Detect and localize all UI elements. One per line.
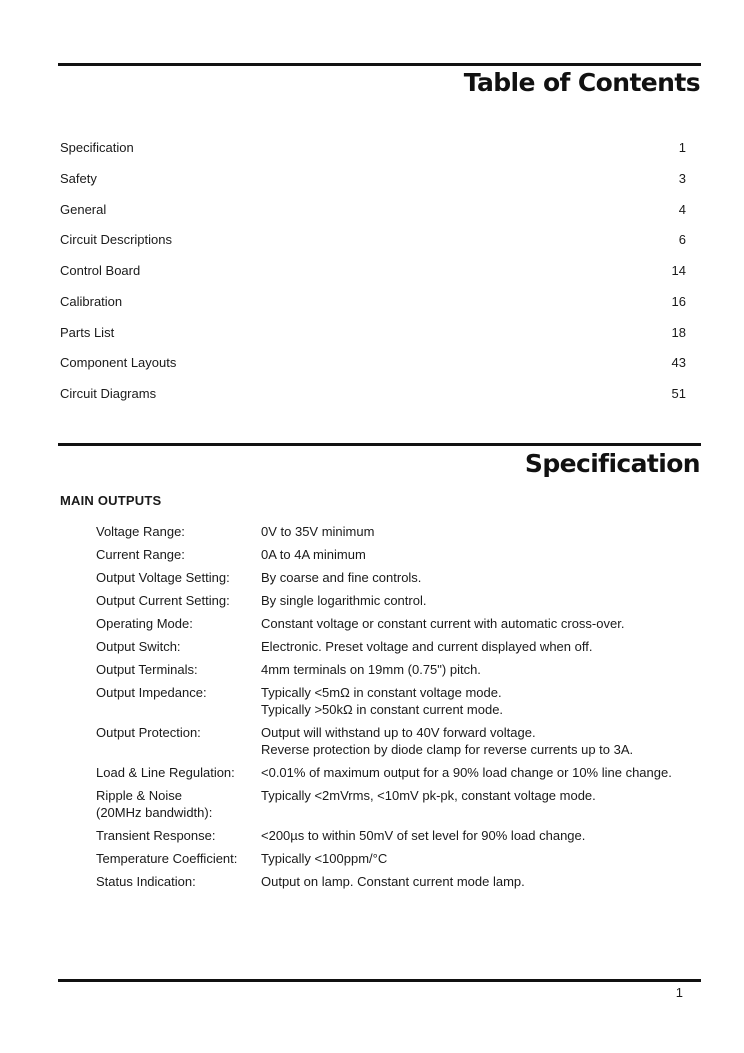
main-outputs-title: MAIN OUTPUTS xyxy=(60,493,162,508)
spec-label-line: Ripple & Noise xyxy=(96,788,182,803)
spec-label xyxy=(96,873,261,890)
spec-label xyxy=(96,569,261,586)
toc-entry[interactable] xyxy=(60,354,686,385)
spec-row xyxy=(96,724,706,758)
toc-entry-label: Control Board xyxy=(60,263,141,278)
spec-value xyxy=(261,615,706,632)
spec-value-line: Reverse protection by diode clamp for reverse currents up to 3A. xyxy=(261,742,634,757)
spec-row xyxy=(96,523,706,540)
spec-label xyxy=(96,546,261,563)
spec-value-line: Typically >50kΩ in constant current mode. xyxy=(261,702,504,717)
spec-value-line: Typically <100ppm/°C xyxy=(261,851,388,866)
spec-label-line: Output Voltage Setting: xyxy=(96,570,230,585)
spec-value xyxy=(261,546,706,563)
toc-entry-page: 16 xyxy=(671,293,686,309)
spec-label-line: Output Current Setting: xyxy=(96,593,230,608)
toc-entry[interactable] xyxy=(60,324,686,355)
toc-entry-page: 4 xyxy=(678,201,686,217)
spec-row xyxy=(96,615,706,632)
spec-value-line: <200µs to within 50mV of set level for 90% load change. xyxy=(261,828,586,843)
spec-value xyxy=(261,569,706,586)
spec-value-line: 4mm terminals on 19mm (0.75") pitch. xyxy=(261,662,481,677)
spec-value-line: Typically <5mΩ in constant voltage mode. xyxy=(261,685,502,700)
spec-label-line: Transient Response: xyxy=(96,828,216,843)
toc-entry-label: Calibration xyxy=(60,293,123,309)
spec-value-line: Electronic. Preset voltage and current displayed when off. xyxy=(261,639,593,654)
spec-value-line: Output will withstand up to 40V forward voltage. xyxy=(261,725,536,740)
spec-value xyxy=(261,592,706,609)
spec-label xyxy=(96,764,261,781)
spec-table xyxy=(96,523,706,896)
spec-row xyxy=(96,827,706,844)
spec-value xyxy=(261,724,706,758)
toc-entry-page: 1 xyxy=(678,140,686,155)
spec-label xyxy=(96,638,261,655)
toc-list xyxy=(60,139,686,416)
toc-entry[interactable] xyxy=(60,201,686,232)
spec-value xyxy=(261,850,706,867)
toc-entry-page: 3 xyxy=(678,170,686,186)
spec-value-line: Output on lamp. Constant current mode lamp. xyxy=(261,874,525,889)
toc-entry[interactable] xyxy=(60,385,686,416)
spec-row xyxy=(96,546,706,563)
spec-label-line: (20MHz bandwidth): xyxy=(96,805,213,820)
spec-row xyxy=(96,873,706,890)
toc-entry-label: General xyxy=(60,201,107,217)
spec-value-line: 0A to 4A minimum xyxy=(261,547,366,562)
spec-label xyxy=(96,850,261,867)
toc-entry-page: 14 xyxy=(671,263,686,278)
spec-label-line: Operating Mode: xyxy=(96,616,193,631)
spec-row xyxy=(96,661,706,678)
spec-row xyxy=(96,592,706,609)
toc-entry-page: 51 xyxy=(671,386,686,401)
toc-entry-page: 18 xyxy=(671,324,686,340)
toc-entry-page: 6 xyxy=(678,232,686,248)
spec-label xyxy=(96,592,261,609)
spec-value xyxy=(261,661,706,678)
toc-entry-page: 43 xyxy=(671,355,686,371)
spec-heading: Specification xyxy=(524,449,700,478)
spec-value-line: By single logarithmic control. xyxy=(261,593,427,608)
toc-entry-label: Circuit Descriptions xyxy=(60,232,172,248)
spec-label-line: Output Protection: xyxy=(96,725,201,740)
spec-value xyxy=(261,787,706,821)
spec-label-line: Temperature Coefficient: xyxy=(96,851,238,866)
spec-row xyxy=(96,764,706,781)
toc-heading: Table of Contents xyxy=(463,68,700,97)
spec-label-line: Current Range: xyxy=(96,547,185,562)
toc-entry-label: Component Layouts xyxy=(60,355,177,371)
spec-value-line: By coarse and fine controls. xyxy=(261,570,422,585)
spec-rule xyxy=(58,443,701,446)
spec-row xyxy=(96,638,706,655)
spec-label-line: Status Indication: xyxy=(96,874,196,889)
toc-entry[interactable] xyxy=(60,139,686,170)
spec-value-line: Constant voltage or constant current with automatic cross-over. xyxy=(261,616,625,631)
toc-entry[interactable] xyxy=(60,293,686,324)
top-rule xyxy=(58,63,701,66)
spec-label-line: Output Impedance: xyxy=(96,685,207,700)
toc-entry-label: Parts List xyxy=(60,324,115,340)
spec-label-line: Load & Line Regulation: xyxy=(96,765,235,780)
spec-label xyxy=(96,787,261,821)
spec-label xyxy=(96,615,261,632)
spec-value xyxy=(261,684,706,718)
spec-label xyxy=(96,684,261,718)
spec-value-line: 0V to 35V minimum xyxy=(261,524,375,539)
spec-row xyxy=(96,569,706,586)
spec-row xyxy=(96,684,706,718)
toc-entry-label: Safety xyxy=(60,170,97,186)
toc-entry[interactable] xyxy=(60,262,686,293)
spec-label xyxy=(96,661,261,678)
spec-label xyxy=(96,523,261,540)
spec-value-line: Typically <2mVrms, <10mV pk-pk, constant voltage mode. xyxy=(261,788,596,803)
toc-entry-label: Circuit Diagrams xyxy=(60,386,157,401)
page-number: 1 xyxy=(675,985,683,1000)
spec-label-line: Voltage Range: xyxy=(96,524,185,539)
spec-row xyxy=(96,850,706,867)
bottom-rule xyxy=(58,979,701,982)
spec-value xyxy=(261,873,706,890)
spec-label xyxy=(96,827,261,844)
spec-value xyxy=(261,638,706,655)
spec-value xyxy=(261,827,706,844)
toc-entry[interactable] xyxy=(60,170,686,201)
spec-value-line: <0.01% of maximum output for a 90% load change or 10% line change. xyxy=(261,765,672,780)
toc-entry[interactable] xyxy=(60,231,686,262)
spec-value xyxy=(261,523,706,540)
toc-entry-label: Specification xyxy=(60,140,134,155)
spec-label xyxy=(96,724,261,758)
spec-label-line: Output Terminals: xyxy=(96,662,198,677)
spec-value xyxy=(261,764,706,781)
spec-row xyxy=(96,787,706,821)
spec-label-line: Output Switch: xyxy=(96,639,181,654)
